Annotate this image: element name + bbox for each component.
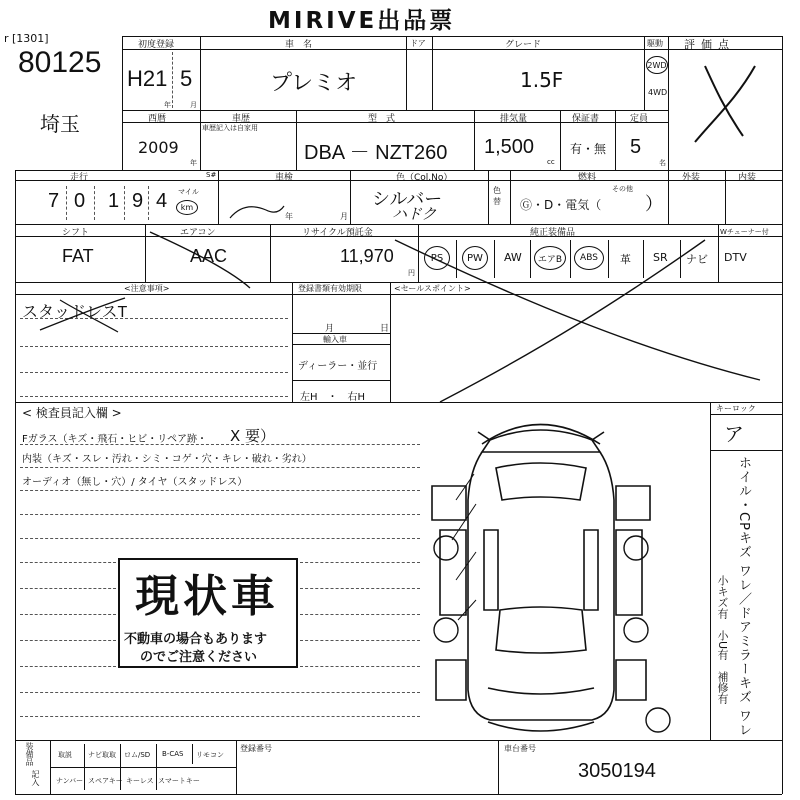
exterior-label: 外装 (682, 173, 701, 183)
ac: AAC (190, 246, 228, 266)
fuel-other: その他 (612, 185, 633, 193)
footer-item: 取説 (58, 751, 72, 759)
grade-label: グレード (505, 40, 542, 50)
equip-sunroof: SR (653, 251, 668, 264)
footer-item: キーレス (126, 777, 154, 785)
footer-item: ナビ取取 (88, 751, 116, 759)
import-label: 輸入車 (323, 335, 347, 344)
western-year: 2009 (138, 138, 179, 157)
sales-label: <セールスポイント> (394, 284, 471, 293)
footer-item: ロム/SD (124, 751, 151, 759)
car-name-label: 車 名 (285, 40, 313, 50)
warranty-label: 保証書 (572, 114, 600, 124)
first-reg-label: 初度登録 (138, 40, 175, 50)
expiry-month-unit: 月 (325, 324, 335, 334)
lot-number: 80125 (18, 46, 102, 79)
sheet-code: r [1301] (4, 32, 49, 45)
drive-4wd: 4WD (648, 88, 668, 97)
equip-airbag: エアB (534, 246, 566, 270)
footer-item: ナンバー (56, 777, 84, 785)
footer-side-label-top: 装備品 (25, 742, 34, 766)
color-change-label: 色替 (493, 186, 501, 206)
caution-strike (60, 300, 118, 332)
chassis-number: 3050194 (578, 760, 656, 782)
color: シルバー (372, 189, 443, 210)
chassis-label: 車台番号 (504, 744, 536, 753)
legend-col1: ホイル・CPキズ ワレ／ドアミラーキズ ワレ (736, 456, 751, 738)
footer-item: スマートキー (158, 777, 200, 785)
history-note: 車歴記入は自家用 (202, 124, 258, 132)
reg-month: 5 (180, 66, 193, 91)
fuel-label: 燃料 (578, 173, 597, 183)
expiry-label: 登録書類有効期限 (298, 284, 362, 293)
rating-label: 評価点 (684, 38, 735, 51)
shift-label: シフト (62, 228, 90, 238)
inspector-label: < 検査員記入欄 > (22, 406, 122, 420)
shaken-month-unit: 月 (340, 212, 348, 221)
western-year-label: 西暦 (148, 114, 167, 124)
equip-dtv: DTV (724, 251, 747, 264)
car-outline (432, 425, 650, 732)
mileage-digit: 0 (74, 190, 86, 212)
shaken-label: 車検 (275, 173, 294, 183)
interior-label: 内装 (738, 173, 757, 183)
year-unit: 年 (164, 101, 171, 109)
mileage-digit: 1 (108, 190, 120, 212)
capacity-unit: 名 (659, 159, 666, 167)
recycle: 11,970 (340, 246, 394, 266)
legend-col2: 小キズ有 小U有 補修有 (716, 575, 729, 705)
sales-cross-line (440, 240, 705, 402)
model: DBA － NZT260 (304, 142, 448, 164)
mileage-digit: 9 (132, 190, 144, 212)
mileage-digit: 4 (156, 190, 168, 212)
sales-cross-line (395, 240, 760, 380)
era-year: H21 (127, 66, 168, 91)
km-unit: km (176, 200, 198, 215)
displacement: 1,500 (484, 136, 535, 158)
equip-aw: AW (504, 251, 522, 264)
mileage-label: 走行 (70, 173, 89, 183)
reg-number-label: 登録番号 (240, 744, 272, 753)
color-handwritten: ハドク (392, 206, 437, 223)
equipment-label: 純正装備品 (530, 228, 576, 238)
ac-label: エアコン (180, 228, 216, 238)
steering: 左H ・ 右H (300, 392, 366, 403)
capacity-label: 定員 (630, 114, 649, 124)
mileage-digit: 7 (48, 190, 60, 212)
equip-leather: 革 (620, 253, 631, 266)
caution-label: <注意事項> (124, 284, 170, 293)
stamp-line2: のでご注意ください (140, 650, 258, 665)
inspector-line1: Fガラス（キズ・飛石・ヒビ・リペア跡・ (22, 434, 208, 445)
key-lock-mark: ア (724, 424, 744, 446)
footer-side-label-bottom: 記入 (31, 770, 40, 786)
fuel-close: ） (645, 194, 663, 215)
equip-pw: PW (462, 246, 488, 270)
equip-abs: ABS (574, 246, 604, 270)
fuel: Ⓖ・D・電気（ (520, 198, 602, 212)
door-label: ドア (410, 39, 426, 48)
inspector-line1-mark: X 要） (230, 427, 276, 445)
ac-strike (150, 232, 250, 288)
drive-label: 駆動 (647, 39, 663, 48)
shift: FAT (62, 246, 94, 266)
wheel-icon (434, 536, 670, 732)
caution-text: スタッドレスT (22, 304, 128, 321)
equip-navi: ナビ (686, 253, 708, 266)
month-unit: 月 (190, 101, 197, 109)
stamp-label: S# (206, 171, 217, 179)
expiry-day-unit: 日 (380, 324, 390, 334)
inspector-line2: 内装（キズ・スレ・汚れ・シミ・コゲ・穴・キレ・破れ・劣れ） (22, 454, 312, 465)
mile-label: マイル (178, 188, 199, 196)
cc-unit: cc (547, 158, 555, 166)
inspector-line3: オーディオ（無し・穴）/ タイヤ（スタッドレス） (22, 477, 248, 488)
footer-item: スペアキー (88, 777, 123, 785)
warranty: 有・無 (570, 142, 607, 156)
damage-marks (452, 474, 476, 620)
caution-strike (40, 298, 125, 330)
key-lock-label: キーロック (716, 404, 756, 413)
region: 埼玉 (40, 112, 80, 136)
model-label: 型 式 (368, 114, 396, 124)
displacement-label: 排気量 (500, 114, 528, 124)
footer-item: リモコン (196, 751, 224, 759)
equip-ps: PS (424, 246, 450, 270)
tuner-label: Wチューナー付 (720, 228, 769, 236)
sheet-title: MIRIVE出品票 (268, 8, 456, 34)
import-type: ディーラー・並行 (298, 361, 378, 372)
shaken-year-unit: 年 (285, 212, 293, 221)
recycle-label: リサイクル預託金 (302, 228, 373, 238)
capacity: 5 (630, 136, 642, 158)
stamp-title: 現状車 (135, 571, 279, 622)
color-label: 色（Col.No） (396, 173, 453, 183)
drive-2wd: 2WD (646, 56, 668, 74)
footer-item: B-CAS (162, 750, 184, 758)
grade: 1.5F (520, 68, 564, 92)
car-name: プレミオ (270, 71, 358, 96)
history-label: 車歴 (232, 114, 251, 124)
recycle-unit: 円 (408, 269, 415, 277)
western-year-unit: 年 (190, 159, 197, 167)
stamp-line1: 不動車の場合もあります (124, 632, 268, 647)
